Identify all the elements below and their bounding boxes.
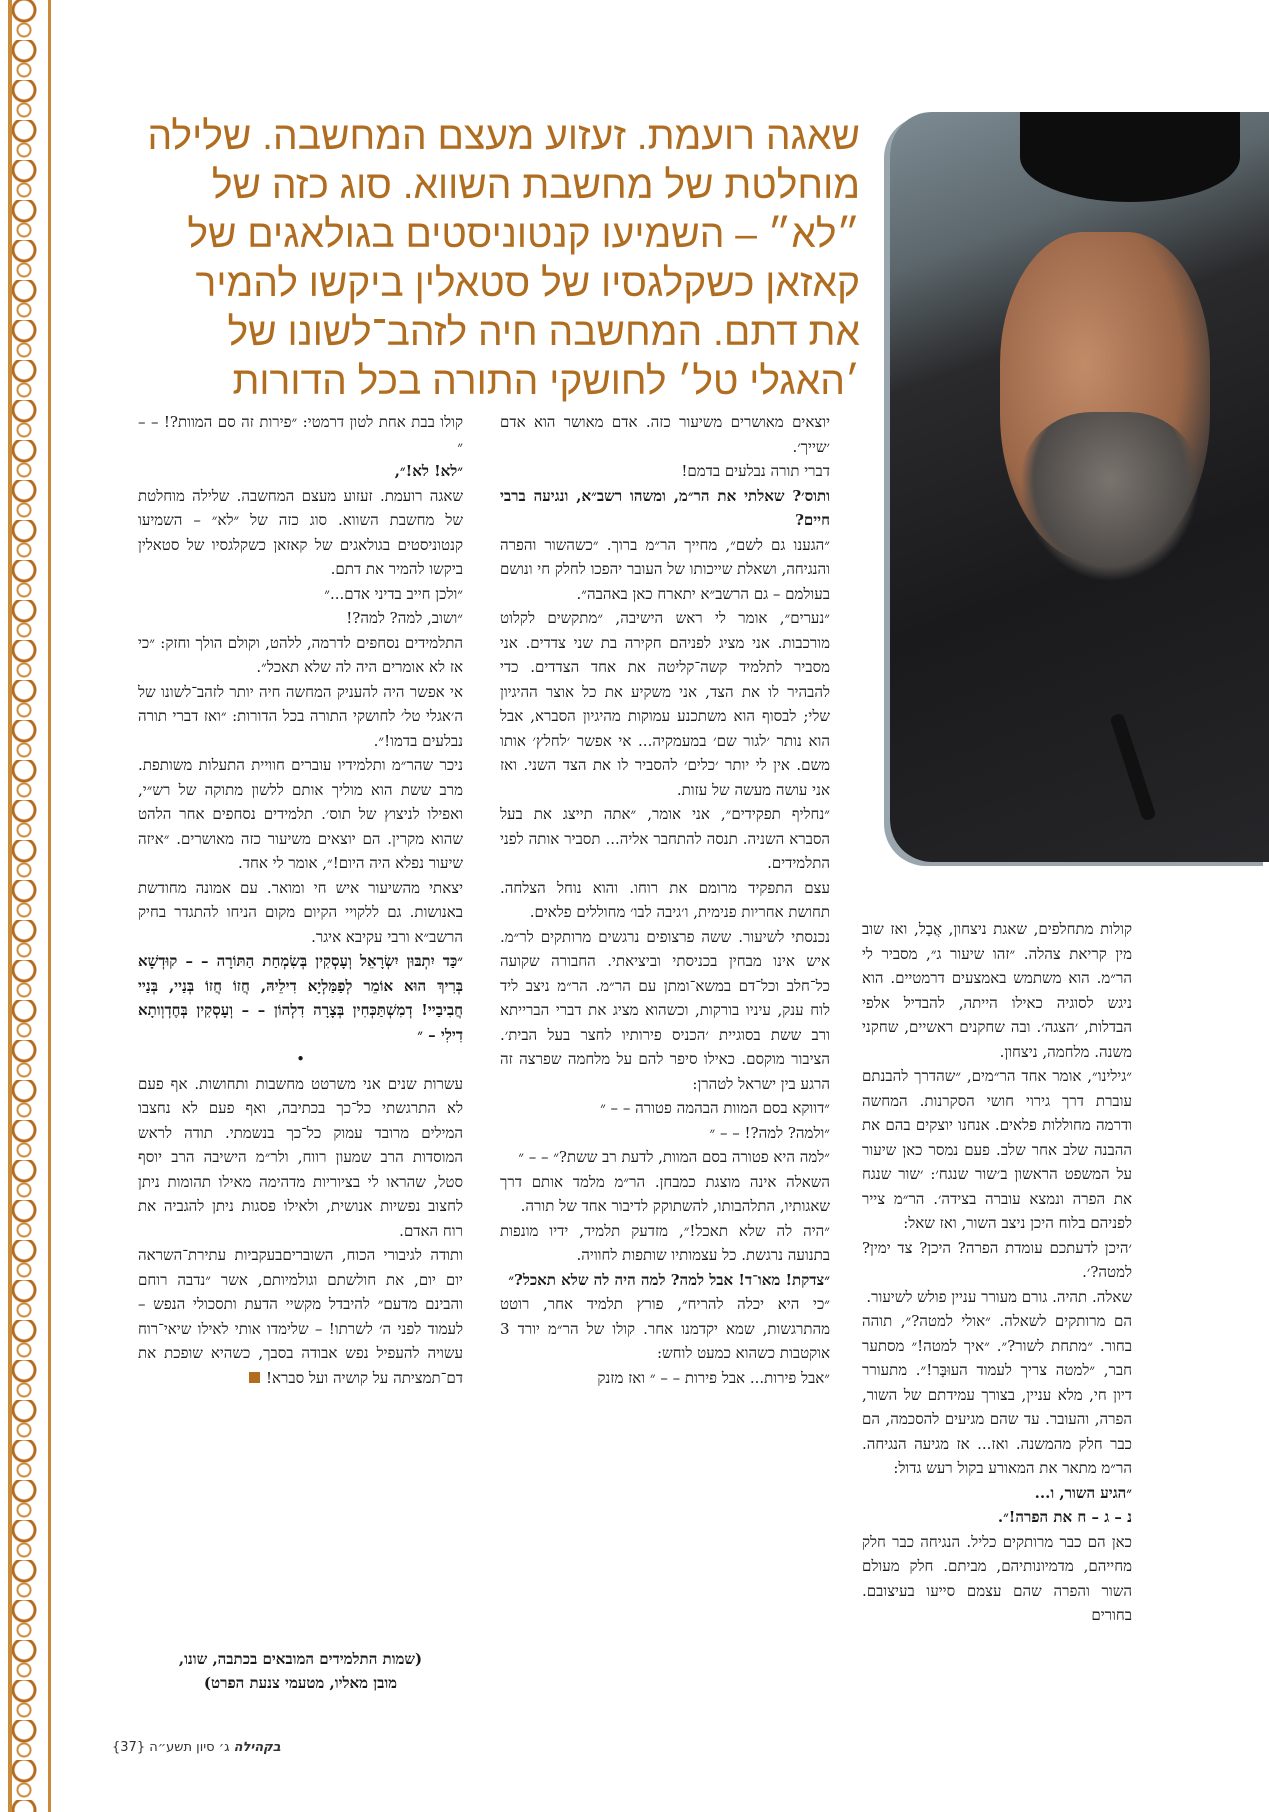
pull-quote-line: ׳האגלי טל׳ לחושקי התורה בכל הדורות (232, 360, 860, 403)
paragraph (138, 1243, 463, 1390)
paragraph: ׳היכן לדעתכם עומדת הפרה? היכן? צד ימין? למטה?׳. (862, 1238, 1132, 1281)
pull-quote-line: מוחלטת של מחשבת השווא. סוג כזה של (211, 164, 860, 207)
paragraph: ״גילינו״, אומר אחד הר״מים, ״שהדרך להבנתם עוברת דרך גירוי חושי הסקרנות. המחשה ודרמה מחוללות פלאים. אנחנו יוצקים בהם את ההבנה שלב אחר שלב. פעם נמסר כאן שיעור על המשפט הראשון ב׳שור שנגח׳: ׳שור שנגח את הפרה ונמצא עוברה בצידה׳. הר״מ צייר לפניהם בלוח היכן ניצב השור, ואז שאל: (862, 1067, 1132, 1232)
end-mark-icon (249, 1372, 260, 1383)
paragraph: עצם התפקיד מרומם את רוחו. והוא נוחל הצלחה. תחושת אחריות פנימית, ו׳גיבה לבו׳ מחוללים פלאים. (500, 878, 830, 921)
paragraph: נכנסתי לשיעור. ששה פרצופים נרגשים מרותקים לר״מ. איש אינו מבחין בכניסתי וביציאתי. החבורה שקועה כל־חלב וכל־דם במשא־ומתן עם הר״מ. הר״מ ניצב ליד לוח ענק, עיניו בורקות, וכשהוא מציג את דברי הברייתא ורב ששת בסוגיית ׳הכניס פירותיו לחצר בעל הבית׳. הציבור מוקסם. כאילו סיפר להם על מלחמה שפרצה זה הרגע בין ישראל לטהרן: (500, 927, 830, 1093)
paragraph: התלמידים נסחפים לדרמה, ללהט, וקולם הולך וחזק: ״כי אז לא אומרים היה לה שלא תאכל״. (138, 633, 463, 676)
section-divider: • (296, 1050, 305, 1068)
photo-pen (1109, 713, 1156, 822)
paragraph: כאן הם כבר מרותקים כליל. הנגיחה כבר חלק מחייהם, מדמיונותיהם, מביתם. חלק מעולם השור והפרה שהם עצמם סייעו בעיצובם. בחורים (862, 1532, 1132, 1624)
paragraph-bold: ״הגיע השור, ו... (1034, 1483, 1132, 1502)
photo-kippah (1020, 112, 1240, 202)
paragraph: שאגה רועמת. זעזוע מעצם המחשבה. שלילה מוחלטת של מחשבת השווא. סוג כזה של ״לא״ – השמיעו קנטוניסטים בגולאגים של קאזאן כשקלגסיו של סטאלין ביקשו להמיר את דתם. (138, 486, 463, 578)
quote-block: ״כַּד יִתְבּוּן יִשְׂרָאֵל וְעָסְקִין בְּשִׂמְחַת הַתּוֹרָה – – קוּדְשָׁא בְּרִיךְ הוּא אוֹמֵר לְפַמַּלְיָא דִילֵיהּ, חֲזוֹ חֲזוֹ בְּנַיי, בְּנַיי חֲבִיבַיי! דְמִשְׁתַּכְּחִין בְּצָרָה דִלְהוֹן – – וְעָסְקִין בְּחֶדְוְותָא דִילִי – ״ (138, 952, 463, 1044)
names-credit (138, 1647, 463, 1695)
paragraph: ״אבל פירות... אבל פירות – – ״ ואז מזנק (597, 1368, 830, 1387)
page-footer (112, 1740, 281, 1755)
pull-quote-line: שאגה רועמת. זעזוע מעצם המחשבה. שלילה (147, 115, 860, 158)
article-photo (890, 112, 1269, 862)
paragraph: קולות מתחלפים, שאגת ניצחון, אֲבָל, ואז שוב מין קריאת צהלה. ״זהו שיעור ג״, מסביר לי הר״מ. הוא משתמש באמצעים דרמטיים. הוא ניגש לסוגיה כאילו הייתה, להבדיל אלפי הבדלות, ׳הצגה׳. ובה שחקנים ראשיים, שחקני משנה. מלחמה, ניצחון. (862, 920, 1132, 1061)
paragraph: דברי תורה נבלעים בדמם! (681, 462, 830, 480)
paragraph: ״הגענו גם לשם״, מחייך הר״מ ברוך. ״כשהשור והפרה והנגיחה, ושאלת שייכותו של העובר יהפכו לחלק חי ונושם בעולמם – גם הרשב״א יתארח כאן באהבה״. (500, 535, 830, 603)
paragraph: עשרות שנים אני משרטט מחשבות ותחושות. אף פעם לא התרגשתי כל־כך בכתיבה, ואף פעם לא נחצבו המילים מרובד עמוק כל־כך בנשמתי. תודה לראש המוסדות הרב שמעון רווח, ולר״מ הישיבה הרב יוסף סטל, שהראו לי בציוריות מדהימה מאילו תהומות ניתן לחצוב נפשיות אנושית, ולאילו פסגות ניתן להגביה את רוח האדם. (138, 1074, 463, 1240)
text-column-1 (862, 917, 1132, 1628)
paragraph: ״למה היא פטורה בסם המוות, לדעת רב ששת?״ – – ״ (518, 1148, 830, 1166)
ornament-line (8, 0, 12, 1812)
paragraph: ניכר שהר״מ ותלמידיו עוברים חוויית התעלות משותפת. מרב ששת הוא מוליך אותם ללשון מתוקה של רש״י, ואפילו לניצוץ של תוס׳. תלמידים נסחפים אחר הלהט שהוא מקרין. הם יוצאים משיעור כזה מאושרים. ״איזה שיעור נפלא היה היום!״, אומר לי אחד. (138, 756, 463, 872)
paragraph: יצאתי מהשיעור איש חי ומואר. עם אמונה מחודשת באנושות. גם ללקויי הקיום מקום הניחו להתגדר בחיק הרשב״א ורבי עקיבא איגר. (138, 878, 463, 946)
text-column-2 (500, 410, 830, 1390)
paragraph: ״ושוב, למה? למה?! (346, 609, 463, 627)
paragraph: ״ולמה? למה?! – – ״ (709, 1123, 830, 1142)
paragraph-bold: ״לא! לא!״, (394, 462, 463, 480)
paragraph-bold: ותוס׳? שאלתי את הר״מ, ומשהו רשב״א, ונגיעה ברבי חיים? (500, 486, 830, 529)
issue-date: ג׳ סיון תשע״ה (149, 1740, 230, 1755)
ornamental-border (0, 0, 51, 1812)
pull-quote-line: ״לא״ – השמיעו קנטוניסטים בגולאגים של (187, 213, 860, 256)
paragraph-bold: ״צדקת! מאו־ד! אבל למה? למה היה לה שלא תאכל?״ (508, 1270, 830, 1289)
paragraph: ״נערים״, אומר לי ראש הישיבה, ״מתקשים לקלוט מורכבות. אני מציג לפניהם חקירה בת שני צדדים. אני מסביר לתלמיד קשה־קליטה את אחד הצדדים. כדי להבהיר לו את הצד, אני משקיע את כל אוצר ההיגיון שלי; לבסוף הוא משתכנע עמוקות מהיגיון הסברא, אבל הוא נותר ׳לגור שם׳ במעמקיה... אי אפשר ׳לחלץ׳ אותו משם. אין לי יותר ׳כלים׳ להסביר לו את הצד השני. ואז אני עושה מעשה של עזות. (500, 609, 830, 799)
paragraph: שאלה. תהיה. גורם מעורר עניין פולש לשיעור. (866, 1287, 1132, 1306)
paragraph: ״ולכן חייב בדיני אדם...״ (324, 584, 463, 603)
magazine-name: בקהילה (233, 1740, 281, 1755)
credit-line: מובן מאליו, מטעמי צנעת הפרט) (203, 1674, 398, 1692)
paragraph: קולו בבת אחת לטון דרמטי: ״פירות זה סם המוות?! – – ״ (138, 413, 463, 456)
paragraph-text: ותודה לגיבורי הכוח, השובריםבעקביות עתירת־השראה יום יום, את חולשתם וגולמיותם, אשר ״נדבה רוחם והבינם מדעם״ להיבדל מקשיי הדעת ותסכולי הנפש – לעמוד לפני ה׳ לשרתו! – שלימדו אותי לאילו שיאי־רוח עשויה להעפיל נפש אבודה בסבך, כשהיא שופכת את דם־תמציתה על קושיה ועל סברא! (138, 1246, 463, 1387)
pull-quote-line: קאזאן כשקלגסיו של סטאלין ביקשו להמיר (195, 262, 860, 305)
paragraph: יוצאים מאושרים משיעור כזה. אדם מאושר הוא אדם ׳שייך׳. (500, 413, 830, 456)
paragraph-bold: נ – ג – ח את הפרה!״. (997, 1508, 1132, 1526)
page-number: {37} (112, 1740, 146, 1755)
paragraph: אי אפשר היה להעניק המחשה חיה יותר לזהב־לשונו של ה׳אגלי טל׳ לחושקי התורה בכל הדורות: ״ואז דברי תורה נבלעים בדמו!״. (138, 682, 463, 750)
paragraph: השאלה אינה מוצגת כמבחן. הר״מ מלמד אותם דרך שאגותיו, התלהבותו, להשתוקק לדיבור אחד של תורה. (500, 1172, 830, 1215)
pull-quote (147, 112, 860, 406)
pull-quote-line: את דתם. המחשבה חיה לזהב־לשונו של (227, 311, 860, 354)
credit-line: (שמות התלמידים המובאים בכתבה, שונו, (178, 1650, 423, 1668)
paragraph: הם מרותקים לשאלה. ״אולי למטה?״, תוהה בחור. ״מתחת לשור?״. ״איך למטה!״ מסתער חבר, ״למטה צריך לעמוד העוּבָּר!״. מתעורר דיון חי, מלא עניין, בצורך עמידתם של השור, הפרה, והעובר. עד שהם מגיעים להסכמה, הם כבר חלק מהמשנה. ואז... אז מגיעה הנגיחה. הר״מ מתאר את המאורע בקול רעש גדול: (862, 1312, 1132, 1477)
paragraph: ״היה לה שלא תאכל!״, מזדעק תלמיד, ידיו מונפות בתנועה נרגשת. כל עצמותיו שותפות לחוויה. (500, 1221, 830, 1264)
paragraph: ״דווקא בסם המוות הבהמה פטורה – – ״ (600, 1099, 830, 1117)
text-column-3 (138, 410, 463, 1390)
photo-beard (1020, 412, 1200, 582)
paragraph: ״כי היא יכלה להריח״, פורץ תלמיד אחר, רוטט מהתרגשות, שמא יקדמנו אחר. קולו של הר״מ יורד 3 אוקטבות כשהוא כמעט לוחש: (500, 1295, 830, 1362)
paragraph: ״נחליף תפקידים״, אני אומר, ״אתה תייצג את בעל הסברא השניה. תנסה להתחבר אליה... תסביר אותה לפני התלמידים. (500, 805, 830, 872)
